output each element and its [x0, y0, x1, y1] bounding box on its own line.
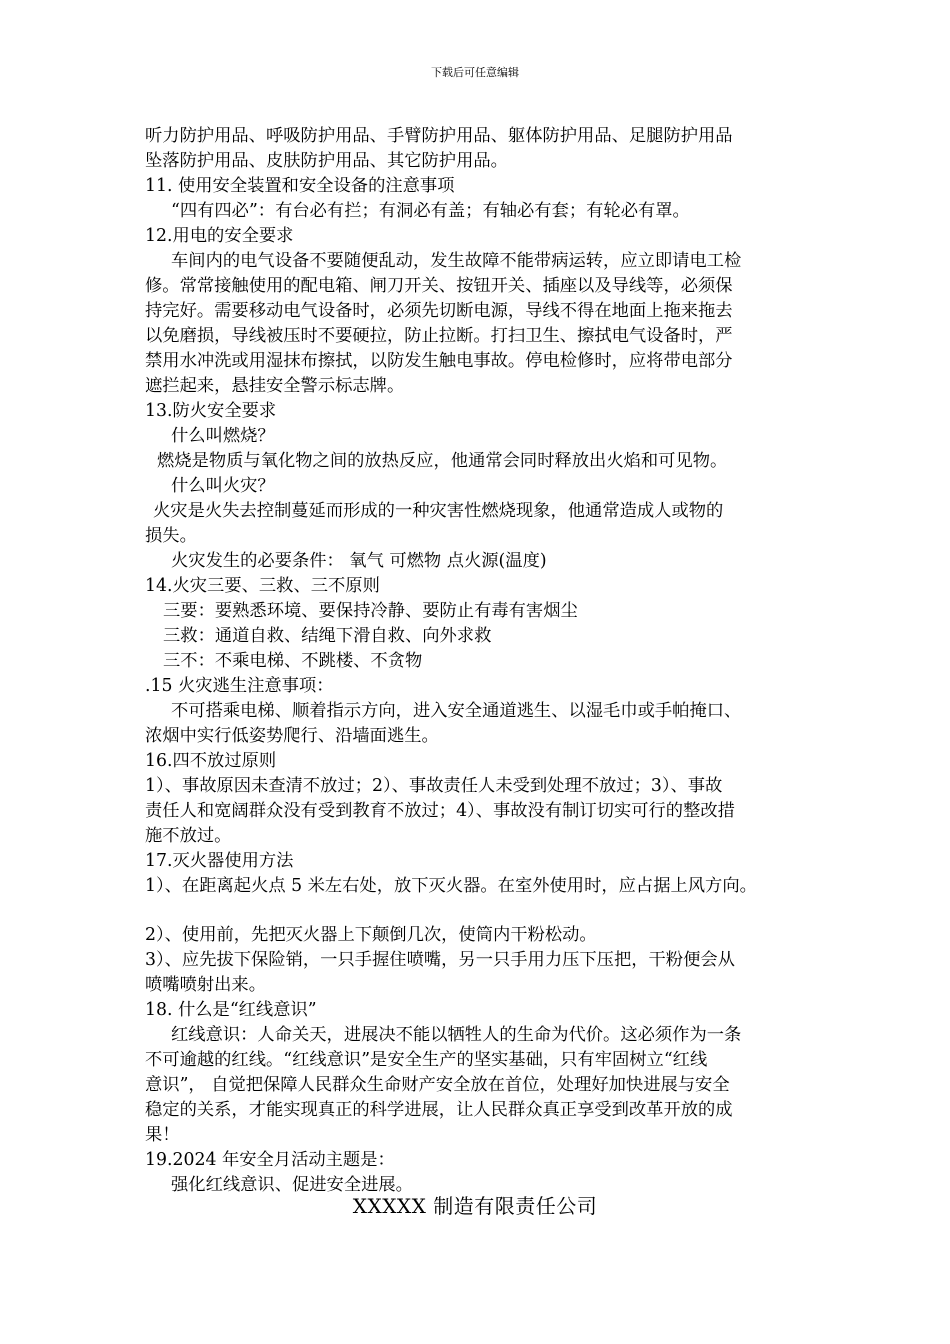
text-line: 不可逾越的红线。“红线意识”是安全生产的坚实基础，只有牢固树立“红线 — [145, 1050, 708, 1070]
text-line: 14.火灾三要、三救、三不原则 — [145, 576, 380, 596]
page-header: 下载后可任意编辑 — [431, 66, 519, 79]
text-line: 16.四不放过原则 — [145, 751, 277, 771]
text-line: 三要：要熟悉环境、要保持冷静、要防止有毒有害烟尘 — [163, 601, 578, 621]
text-line: 意识”， 自觉把保障人民群众生命财产安全放在首位，处理好加快进展与安全 — [145, 1075, 730, 1095]
text-line: 什么叫燃烧？ — [171, 426, 275, 446]
text-line: 三不：不乘电梯、不跳楼、不贪物 — [163, 651, 423, 671]
text-line: 火灾发生的必要条件： 氧气 可燃物 点火源(温度) — [171, 551, 547, 571]
text-line: 红线意识：人命关天，进展决不能以牺牲人的生命为代价。这必须作为一条 — [171, 1025, 742, 1045]
text-line: 施不放过。 — [145, 826, 232, 846]
blank-line — [145, 899, 821, 923]
text-line: 禁用水冲洗或用湿抹布擦拭，以防发生触电事故。停电检修时，应将带电部分 — [145, 351, 733, 371]
text-line: 什么叫火灾？ — [171, 476, 275, 496]
text-line: 11. 使用安全装置和安全设备的注意事项 — [145, 176, 455, 196]
document-body — [145, 124, 821, 1198]
text-line: 坠落防护用品、皮肤防护用品、其它防护用品。 — [145, 151, 508, 171]
text-line: 1）、事故原因未查清不放过；2）、事故责任人未受到处理不放过；3）、事故 — [145, 776, 723, 796]
text-line: 以免磨损，导线被压时不要硬拉，防止拉断。打扫卫生、擦拭电气设备时，严 — [145, 326, 733, 346]
text-line: 三救：通道自救、结绳下滑自救、向外求救 — [163, 626, 492, 646]
text-line: 责任人和宽阔群众没有受到教育不放过；4）、事故没有制订切实可行的整改措 — [145, 801, 735, 821]
text-line: 遮拦起来，悬挂安全警示标志牌。 — [145, 376, 405, 396]
text-line: 损失。 — [145, 526, 197, 546]
text-line: 1）、在距离起火点 5 米左右处，放下灭火器。在室外使用时，应占据上风方向。 — [145, 876, 757, 896]
text-line: 火灾是火失去控制蔓延而形成的一种灾害性燃烧现象，他通常造成人或物的 — [153, 501, 724, 521]
text-line: 修。常常接触使用的配电箱、闸刀开关、按钮开关、插座以及导线等，必须保 — [145, 276, 733, 296]
text-line: 稳定的关系，才能实现真正的科学进展，让人民群众真正享受到改革开放的成 — [145, 1100, 733, 1120]
text-line: 12.用电的安全要求 — [145, 226, 294, 246]
text-line: 燃烧是物质与氧化物之间的放热反应，他通常会同时释放出火焰和可见物。 — [157, 451, 728, 471]
text-line: 18. 什么是“红线意识” — [145, 1000, 317, 1020]
text-line: 2）、使用前，先把灭火器上下颠倒几次，使筒内干粉松动。 — [145, 925, 597, 945]
text-line: 19.2024 年安全月活动主题是： — [145, 1150, 395, 1170]
company-name: XXXXX 制造有限责任公司 — [352, 1194, 598, 1218]
text-line: 浓烟中实行低姿势爬行、沿墙面逃生。 — [145, 726, 439, 746]
text-line: 17.灭火器使用方法 — [145, 851, 294, 871]
text-line: “四有四必”：有台必有拦；有洞必有盖；有轴必有套；有轮必有罩。 — [171, 201, 690, 221]
text-line: 喷嘴喷射出来。 — [145, 975, 266, 995]
text-line: 13.防火安全要求 — [145, 401, 277, 421]
text-line: 听力防护用品、呼吸防护用品、手臂防护用品、躯体防护用品、足腿防护用品 — [145, 126, 733, 146]
text-line: 持完好。需要移动电气设备时，必须先切断电源，导线不得在地面上拖来拖去 — [145, 301, 733, 321]
text-line: .15 火灾逃生注意事项： — [145, 676, 334, 696]
text-line: 不可搭乘电梯、顺着指示方向，进入安全通道逃生、以湿毛巾或手帕掩口、 — [171, 701, 742, 721]
text-line: 果！ — [145, 1125, 180, 1145]
text-line: 车间内的电气设备不要随便乱动，发生故障不能带病运转，应立即请电工检 — [171, 251, 742, 271]
text-line: 强化红线意识、促进安全进展。 — [171, 1175, 413, 1195]
text-line: 3）、应先拔下保险销，一只手握住喷嘴，另一只手用力压下压把，干粉便会从 — [145, 950, 735, 970]
